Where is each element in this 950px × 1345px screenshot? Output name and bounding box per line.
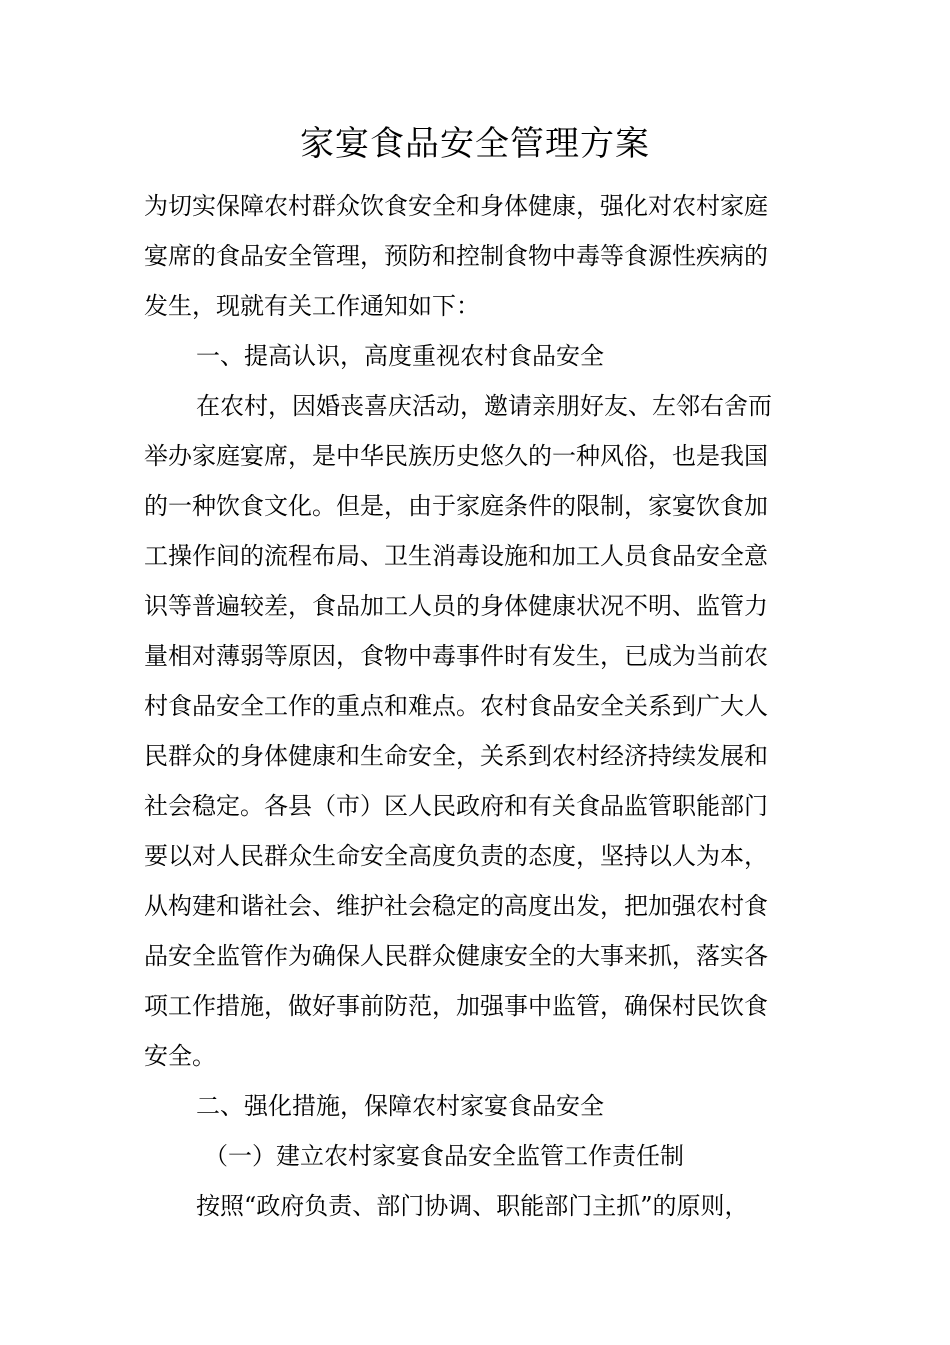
body-line-11: 从构建和谐社会、维护社会稳定的高度出发，把加强农村食 (144, 892, 768, 920)
body-line-7: 村食品安全工作的重点和难点。农村食品安全关系到广大人 (144, 692, 768, 720)
body-line-2: 举办家庭宴席，是中华民族历史悠久的一种风俗，也是我国 (144, 442, 768, 470)
body-line-10: 要以对人民群众生命安全高度负责的态度，坚持以人为本， (144, 842, 768, 870)
body-line-9: 社会稳定。各县（市）区人民政府和有关食品监管职能部门 (144, 792, 768, 820)
body-line-1: 在农村，因婚丧喜庆活动，邀请亲朋好友、左邻右舍而 (196, 392, 772, 420)
subsection-heading-1: （一）建立农村家宴食品安全监管工作责任制 (204, 1142, 684, 1170)
intro-line-3: 发生，现就有关工作通知如下： (144, 292, 480, 320)
section-heading-1: 一、提高认识，高度重视农村食品安全 (196, 342, 604, 370)
body-line-12: 品安全监管作为确保人民群众健康安全的大事来抓，落实各 (144, 942, 768, 970)
body-line-15: 按照“政府负责、部门协调、职能部门主抓”的原则， (196, 1192, 749, 1220)
body-line-5: 识等普遍较差，食品加工人员的身体健康状况不明、监管力 (144, 592, 768, 620)
body-line-3: 的一种饮食文化。但是，由于家庭条件的限制，家宴饮食加 (144, 492, 768, 520)
body-line-14: 安全。 (144, 1042, 216, 1070)
intro-line-2: 宴席的食品安全管理，预防和控制食物中毒等食源性疾病的 (144, 242, 768, 270)
body-line-6: 量相对薄弱等原因，食物中毒事件时有发生，已成为当前农 (144, 642, 768, 670)
body-line-4: 工操作间的流程布局、卫生消毒设施和加工人员食品安全意 (144, 542, 768, 570)
body-line-8: 民群众的身体健康和生命安全，关系到农村经济持续发展和 (144, 742, 768, 770)
section-heading-2: 二、强化措施，保障农村家宴食品安全 (196, 1092, 604, 1120)
body-line-13: 项工作措施，做好事前防范，加强事中监管，确保村民饮食 (144, 992, 768, 1020)
document-title: 家宴食品安全管理方案 (300, 124, 650, 164)
intro-line-1: 为切实保障农村群众饮食安全和身体健康，强化对农村家庭 (144, 192, 768, 220)
